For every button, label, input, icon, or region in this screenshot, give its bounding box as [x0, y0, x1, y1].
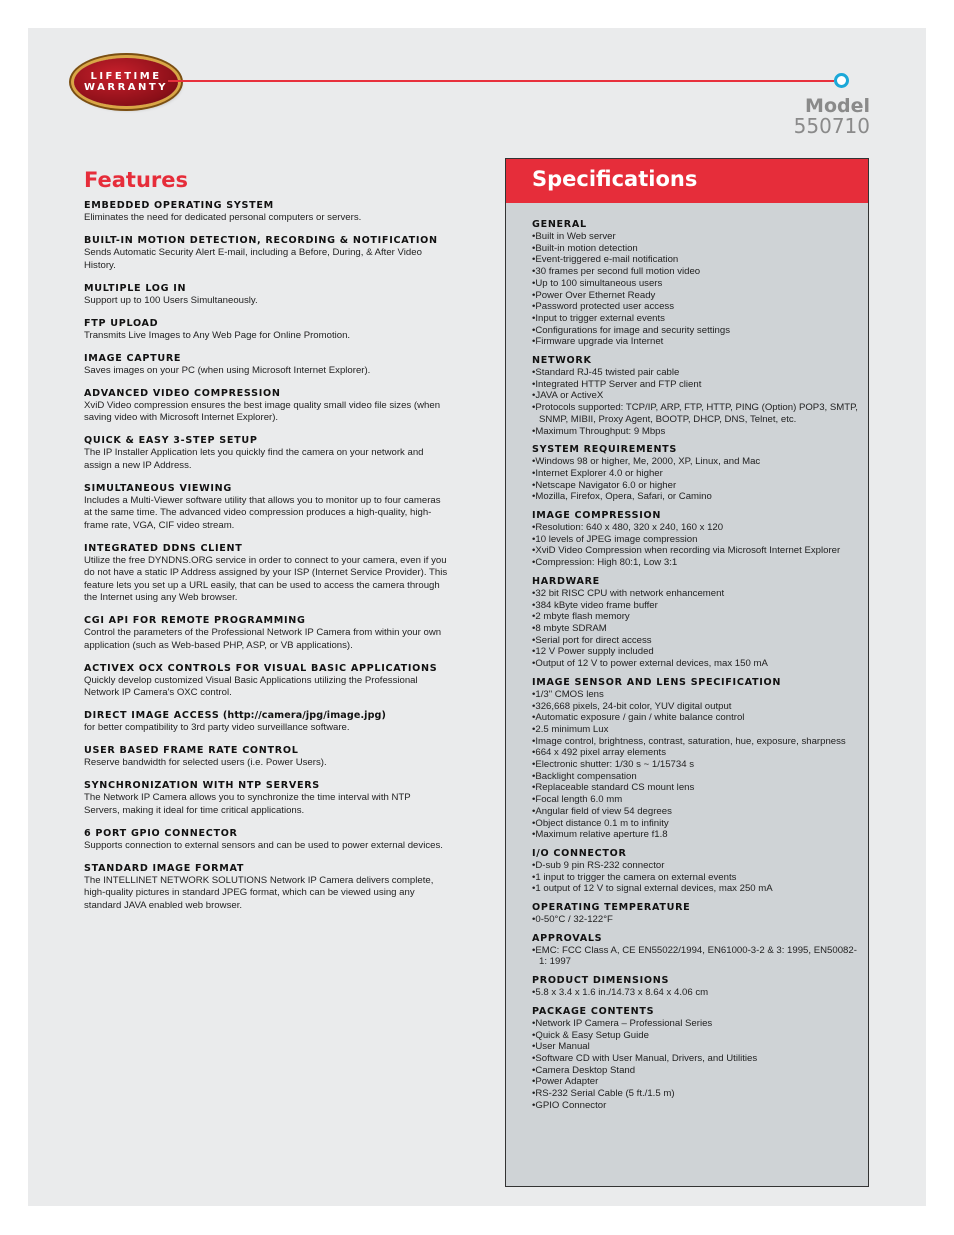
spec-list — [532, 987, 858, 999]
features-column — [84, 168, 448, 923]
spec-list-item: • 1 output of 12 V to signal external devices, max 250 mA — [532, 883, 858, 895]
feature-item — [84, 780, 448, 817]
feature-description: Transmits Live Images to Any Web Page for Online Promotion. — [84, 329, 351, 341]
feature-description: Quickly develop customized Visual Basic Applications utilizing the Professional Network IP Camera's OXC control. — [84, 674, 418, 698]
feature-description: Saves images on your PC (when using Microsoft Internet Explorer). — [84, 364, 371, 376]
spec-list-item: • 326,668 pixels, 24-bit color, YUV digital output — [532, 701, 858, 713]
feature-description: Eliminates the need for dedicated personal computers or servers. — [84, 212, 362, 223]
feature-title — [84, 710, 448, 722]
feature-title — [84, 318, 448, 330]
feature-title — [84, 200, 448, 212]
spec-section-title: HARDWARE — [532, 575, 600, 587]
spec-list-item: • Quick & Easy Setup Guide — [532, 1030, 858, 1042]
spec-list-item: • Automatic exposure / gain / white balance control — [532, 712, 858, 724]
spec-list-item: • Up to 100 simultaneous users — [532, 278, 858, 290]
spec-list — [532, 689, 858, 841]
feature-item — [84, 435, 448, 472]
feature-item — [84, 283, 448, 308]
spec-section — [532, 933, 858, 968]
spec-list-item: • Serial port for direct access — [532, 635, 858, 647]
feature-title-text: SIMULTANEOUS VIEWING — [84, 482, 232, 494]
feature-title — [84, 828, 448, 840]
model-number: 550710 — [793, 114, 870, 138]
feature-title-text: MULTIPLE LOG IN — [84, 282, 187, 294]
spec-list-item: • Password protected user access — [532, 301, 858, 313]
specifications-body — [506, 203, 868, 1111]
spec-list-item: • Maximum Throughput: 9 Mbps — [532, 426, 858, 438]
feature-title-text: SYNCHRONIZATION WITH NTP SERVERS — [84, 780, 320, 791]
feature-title-text: INTEGRATED DDNS CLIENT — [84, 542, 243, 554]
feature-title-text: BUILT-IN MOTION DETECTION, RECORDING & NOTIFICATION — [84, 235, 438, 246]
feature-description: Control the parameters of the Professional Network IP Camera from within your own application (such as Web-based PHP, ASP, or VB applications). — [84, 627, 442, 651]
feature-title-url: (http://camera/jpg/image.jpg) — [219, 710, 386, 721]
spec-section — [532, 444, 858, 503]
feature-title — [84, 483, 448, 495]
spec-section — [532, 677, 858, 841]
feature-description: The IP Installer Application lets you quickly find the camera on your network and assign a new IP Address. — [84, 447, 424, 471]
feature-title — [84, 543, 448, 555]
spec-list-item: • Mozilla, Firefox, Opera, Safari, or Camino — [532, 491, 858, 503]
feature-item — [84, 353, 448, 378]
spec-list — [532, 588, 858, 670]
specifications-panel — [505, 158, 869, 1187]
model-label: Model — [805, 95, 870, 117]
spec-section-title: IMAGE COMPRESSION — [532, 510, 662, 522]
spec-list — [532, 860, 858, 895]
feature-description: Utilize the free DYNDNS.ORG service in order to connect to your camera, even if you do not have a static IP Address assigned by your ISP (Internet Service Provider). This feature lets you set up a URL easily, that can be used to access the camera through the Internet using any Web browser. — [84, 554, 448, 603]
spec-list — [532, 367, 858, 437]
spec-list-item: • Event-triggered e-mail notification — [532, 254, 858, 266]
spec-section-title: IMAGE SENSOR AND LENS SPECIFICATION — [532, 676, 782, 688]
spec-list-item: • Camera Desktop Stand — [532, 1065, 858, 1077]
spec-section-title: PRODUCT DIMENSIONS — [532, 975, 670, 987]
spec-list-item: • 1/3" CMOS lens — [532, 689, 858, 701]
spec-section-title: PACKAGE CONTENTS — [532, 1005, 655, 1017]
feature-title — [84, 353, 448, 365]
spec-list-item: • Netscape Navigator 6.0 or higher — [532, 480, 858, 492]
feature-title-text: STANDARD IMAGE FORMAT — [84, 862, 245, 874]
spec-list-item: • 664 x 492 pixel array elements — [532, 747, 858, 759]
feature-title-text: DIRECT IMAGE ACCESS — [84, 710, 220, 721]
spec-section — [532, 848, 858, 895]
spec-list-item: • Network IP Camera – Professional Series — [532, 1018, 858, 1030]
spec-list — [532, 522, 858, 569]
feature-title — [84, 435, 448, 447]
spec-list — [532, 945, 858, 968]
feature-item — [84, 663, 448, 700]
spec-list-item: • Angular field of view 54 degrees — [532, 806, 858, 818]
spec-list-item: • Protocols supported: TCP/IP, ARP, FTP, HTTP, PING (Option) POP3, SMTP, SNMP, MIBII, Proxy Agent, BOOTP, DHCP, DNS, Telnet, etc. — [532, 402, 858, 425]
features-list — [84, 200, 448, 912]
feature-title — [84, 663, 448, 675]
feature-item — [84, 543, 448, 605]
spec-list-item: • Built-in motion detection — [532, 243, 858, 255]
spec-list-item: • Power Adapter — [532, 1076, 858, 1088]
spec-list-item: • D-sub 9 pin RS-232 connector — [532, 860, 858, 872]
spec-list-item: • Image control, brightness, contrast, saturation, hue, exposure, sharpness — [532, 736, 858, 748]
spec-section — [532, 219, 858, 348]
spec-list-item: • XviD Video Compression when recording via Microsoft Internet Explorer — [532, 545, 858, 557]
spec-list-item: • Backlight compensation — [532, 771, 858, 783]
spec-list-item: • 384 kByte video frame buffer — [532, 600, 858, 612]
feature-title-text: EMBEDDED OPERATING SYSTEM — [84, 200, 274, 211]
feature-item — [84, 828, 448, 853]
spec-list-item: • EMC: FCC Class A, CE EN55022/1994, EN61000-3-2 & 3: 1995, EN50082-1: 1997 — [532, 945, 858, 968]
feature-title-text: ADVANCED VIDEO COMPRESSION — [84, 387, 281, 399]
feature-description: for better compatibility to 3rd party video surveillance software. — [84, 722, 350, 733]
header-dot-icon — [834, 73, 849, 88]
spec-list-item: • Object distance 0.1 m to infinity — [532, 818, 858, 830]
feature-item — [84, 235, 448, 272]
spec-list-item: • Maximum relative aperture f1.8 — [532, 829, 858, 841]
spec-list-item: • Compression: High 80:1, Low 3:1 — [532, 557, 858, 569]
spec-section-title: OPERATING TEMPERATURE — [532, 902, 691, 914]
spec-section-title: NETWORK — [532, 355, 592, 367]
spec-list-item: • 2.5 minimum Lux — [532, 724, 858, 736]
spec-section — [532, 1006, 858, 1112]
lifetime-warranty-badge — [74, 58, 178, 106]
spec-section — [532, 902, 858, 926]
spec-list-item: • 2 mbyte flash memory — [532, 611, 858, 623]
spec-list-item: • Windows 98 or higher, Me, 2000, XP, Linux, and Mac — [532, 456, 858, 468]
feature-title-text: FTP UPLOAD — [84, 317, 159, 329]
feature-title — [84, 388, 448, 400]
feature-item — [84, 745, 448, 770]
spec-list-item: • 12 V Power supply included — [532, 646, 858, 658]
feature-title-text: QUICK & EASY 3-STEP SETUP — [84, 435, 258, 446]
spec-list-item: • Replaceable standard CS mount lens — [532, 782, 858, 794]
spec-list-item: • Input to trigger external events — [532, 313, 858, 325]
feature-description: The Network IP Camera allows you to synchronize the time interval with NTP Servers, making it ideal for time critical applications. — [84, 792, 411, 816]
spec-list-item: • Power Over Ethernet Ready — [532, 290, 858, 302]
spec-section — [532, 510, 858, 569]
header-rule — [168, 80, 834, 82]
feature-description: Supports connection to external sensors and can be used to power external devices. — [84, 839, 443, 851]
spec-section-title: SYSTEM REQUIREMENTS — [532, 444, 678, 456]
spec-list-item: • Resolution: 640 x 480, 320 x 240, 160 x 120 — [532, 522, 858, 534]
features-title: Features — [84, 168, 188, 192]
feature-title — [84, 615, 448, 627]
feature-title-text: IMAGE CAPTURE — [84, 352, 182, 364]
spec-list — [532, 1018, 858, 1112]
feature-title-text: CGI API FOR REMOTE PROGRAMMING — [84, 615, 306, 626]
feature-title — [84, 780, 448, 792]
spec-section-title: GENERAL — [532, 219, 587, 230]
spec-list-item: • Firmware upgrade via Internet — [532, 336, 858, 348]
feature-item — [84, 615, 448, 652]
badge-line-1: LIFETIME — [90, 71, 162, 82]
spec-list-item: • 8 mbyte SDRAM — [532, 623, 858, 635]
spec-list-item: • Standard RJ-45 twisted pair cable — [532, 367, 858, 379]
spec-list-item: • 1 input to trigger the camera on external events — [532, 872, 858, 884]
spec-list-item: • 10 levels of JPEG image compression — [532, 534, 858, 546]
spec-list — [532, 456, 858, 503]
spec-section — [532, 576, 858, 670]
spec-section-title: APPROVALS — [532, 932, 603, 944]
spec-list-item: • 30 frames per second full motion video — [532, 266, 858, 278]
feature-item — [84, 200, 448, 225]
feature-title — [84, 745, 448, 757]
spec-list-item: • Output of 12 V to power external devices, max 150 mA — [532, 658, 858, 670]
feature-title-text: ACTIVEX OCX CONTROLS FOR VISUAL BASIC APPLICATIONS — [84, 662, 438, 674]
feature-description: Includes a Multi-Viewer software utility that allows you to monitor up to four cameras at the same time. The advanced video compression produces a high-quality, high-frame rate, VGA, CIF video stream. — [84, 494, 441, 531]
datasheet-page — [28, 28, 926, 1206]
spec-list-item: • User Manual — [532, 1041, 858, 1053]
feature-title-text: 6 PORT GPIO CONNECTOR — [84, 827, 238, 839]
specifications-title: Specifications — [532, 167, 698, 191]
spec-list-item: • Focal length 6.0 mm — [532, 794, 858, 806]
specifications-header — [506, 159, 868, 203]
spec-list-item: • Internet Explorer 4.0 or higher — [532, 468, 858, 480]
feature-description: The INTELLINET NETWORK SOLUTIONS Network IP Camera delivers complete, high-quality pictures in standard JPEG format, which can be viewed using any standard JAVA enabled web browser. — [84, 874, 434, 911]
feature-description: XviD Video compression ensures the best image quality small video file sizes (when saving video with Microsoft Internet Explorer). — [84, 399, 441, 423]
spec-section — [532, 355, 858, 437]
spec-section-title: I/O CONNECTOR — [532, 847, 627, 859]
feature-item — [84, 863, 448, 913]
spec-list — [532, 231, 858, 348]
feature-title-text: USER BASED FRAME RATE CONTROL — [84, 745, 299, 756]
spec-list-item: • Integrated HTTP Server and FTP client — [532, 379, 858, 391]
spec-list-item: • GPIO Connector — [532, 1100, 858, 1112]
spec-list-item: • 32 bit RISC CPU with network enhancement — [532, 588, 858, 600]
badge-line-2: WARRANTY — [84, 82, 168, 93]
feature-description: Reserve bandwidth for selected users (i.e. Power Users). — [84, 757, 327, 768]
spec-list-item: • RS-232 Serial Cable (5 ft./1.5 m) — [532, 1088, 858, 1100]
spec-list-item: • Software CD with User Manual, Drivers, and Utilities — [532, 1053, 858, 1065]
feature-title — [84, 235, 448, 247]
spec-list-item: • Configurations for image and security settings — [532, 325, 858, 337]
spec-section — [532, 975, 858, 999]
feature-item — [84, 388, 448, 425]
feature-item — [84, 318, 448, 343]
spec-list-item: • Built in Web server — [532, 231, 858, 243]
feature-description: Support up to 100 Users Simultaneously. — [84, 294, 258, 306]
spec-list-item: • JAVA or ActiveX — [532, 390, 858, 402]
feature-item — [84, 483, 448, 533]
feature-item — [84, 710, 448, 735]
feature-description: Sends Automatic Security Alert E-mail, including a Before, During, & After Video History. — [84, 247, 422, 271]
spec-list-item: • 0-50°C / 32-122°F — [532, 914, 858, 926]
spec-list — [532, 914, 858, 926]
spec-list-item: • 5.8 x 3.4 x 1.6 in./14.73 x 8.64 x 4.06 cm — [532, 987, 858, 999]
feature-title — [84, 283, 448, 295]
spec-list-item: • Electronic shutter: 1/30 s ~ 1/15734 s — [532, 759, 858, 771]
feature-title — [84, 863, 448, 875]
